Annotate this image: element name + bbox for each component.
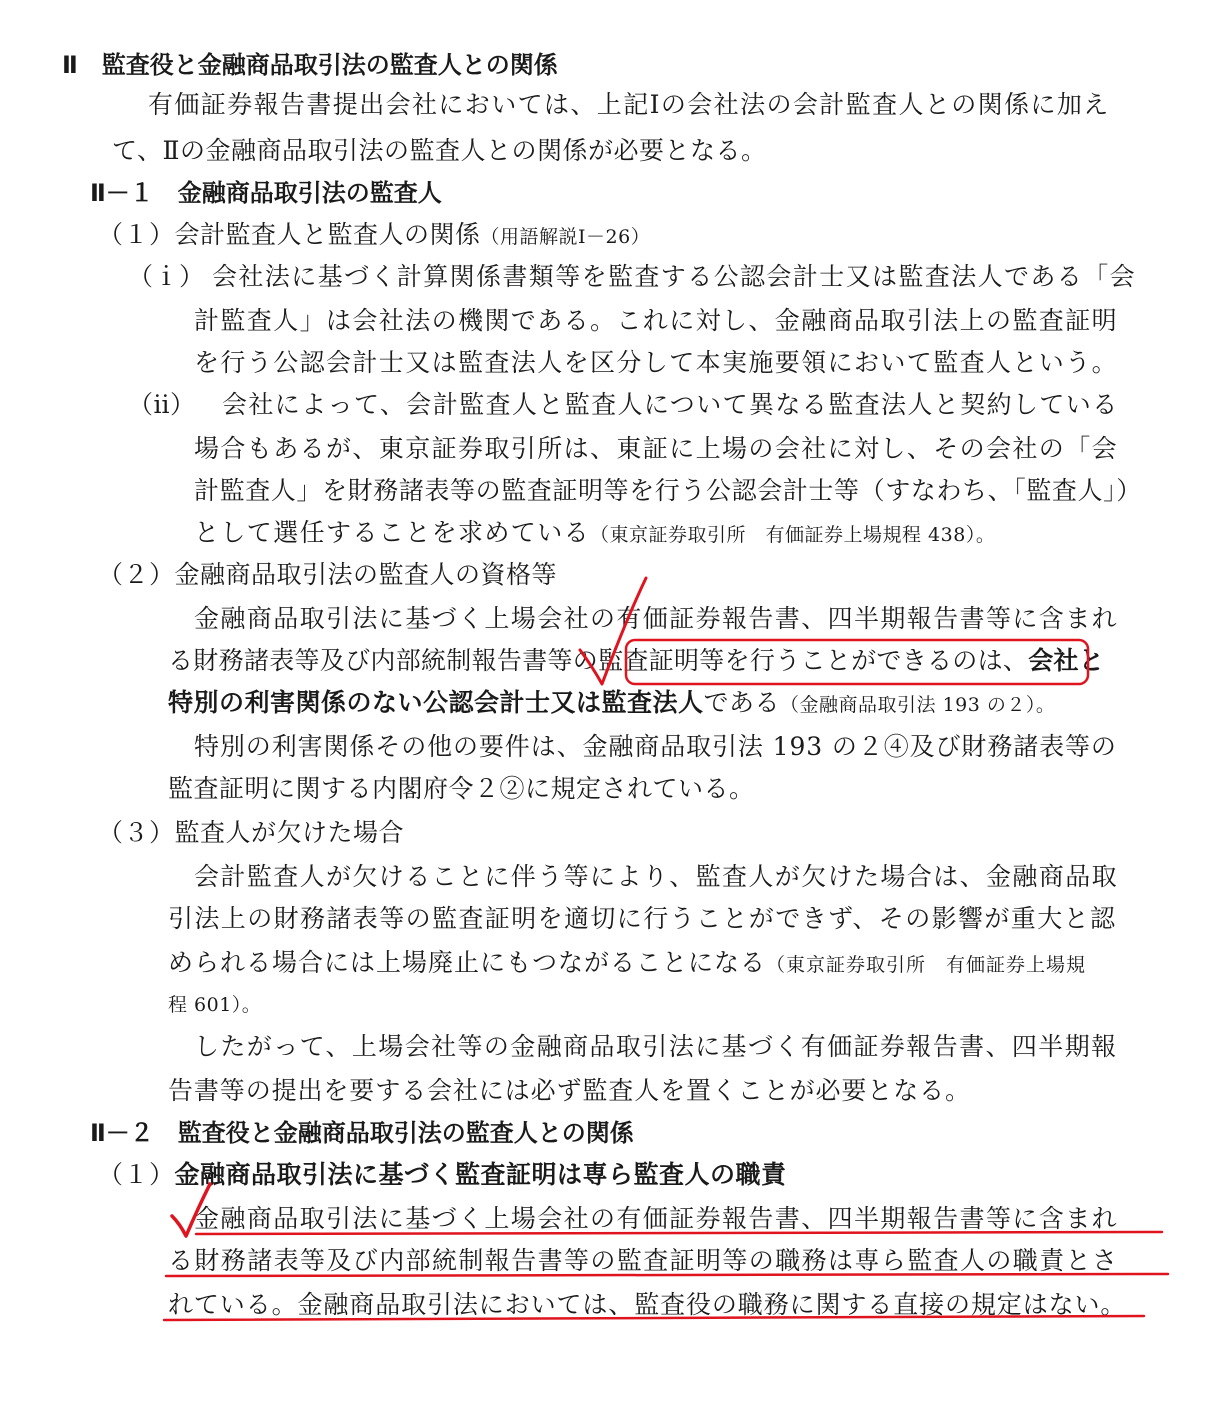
subsection-title-2: Ⅱ－２ 監査役と金融商品取引法の監査人との関係 bbox=[90, 1119, 634, 1147]
subsection-title-1: Ⅱ－１ 金融商品取引法の監査人 bbox=[90, 179, 442, 207]
para2-heading: （２）金融商品取引法の監査人の資格等 bbox=[98, 560, 558, 589]
para2-line-4: 特別の利害関係その他の要件は、金融商品取引法 193 の２④及び財務諸表等の bbox=[194, 732, 1117, 761]
item-ii-label: （ⅱ） bbox=[128, 390, 196, 419]
s2-para1-heading-text: 金融商品取引法に基づく監査証明は専ら監査人の職責 bbox=[174, 1160, 787, 1189]
para2-line-2: る財務諸表等及び内部統制報告書等の監査証明等を行うことができるのは、会社と bbox=[168, 646, 1105, 675]
para3-line-4: 程 601）。 bbox=[168, 994, 262, 1016]
para2-line-3: 特別の利害関係のない公認会計士又は監査法人である（金融商品取引法 193 の２）。 bbox=[168, 688, 1056, 717]
intro-line-1: 有価証券報告書提出会社においては、上記Ⅰの会社法の会計監査人との関係に加え bbox=[148, 90, 1110, 119]
para2-line-5: 監査証明に関する内閣府令２②に規定されている。 bbox=[168, 774, 755, 803]
item-i-line-2: 計監査人」は会社法の機関である。これに対し、金融商品取引法上の監査証明 bbox=[194, 306, 1119, 335]
item-ii-line-2: 場合もあるが、東京証券取引所は、東証に上場の会社に対し、その会社の「会 bbox=[194, 434, 1119, 463]
para3-line-5: したがって、上場会社等の金融商品取引法に基づく有価証券報告書、四半期報 bbox=[194, 1032, 1118, 1061]
para2-line-1: 金融商品取引法に基づく上場会社の有価証券報告書、四半期報告書等に含まれ bbox=[194, 604, 1119, 633]
para3-line-2: 引法上の財務諸表等の監査証明を適切に行うことができず、その影響が重大と認 bbox=[168, 904, 1117, 933]
bold-phrase-2: 特別の利害関係のない公認会計士又は監査法人 bbox=[168, 688, 704, 717]
item-i-label: （ｉ） bbox=[128, 262, 205, 291]
para3-heading: （３）監査人が欠けた場合 bbox=[98, 818, 405, 847]
s2-line-3: れている。金融商品取引法においては、監査役の職務に関する直接の規定はない。 bbox=[168, 1290, 1127, 1319]
boxed-phrase: 監査証明等を行うことができるのは、 bbox=[598, 646, 1029, 675]
item-i-line-1: 会社法に基づく計算関係書類等を監査する公認会計士又は監査法人である「会 bbox=[212, 262, 1137, 291]
item-i-line-3: を行う公認会計士又は監査法人を区分して本実施要領において監査人という。 bbox=[194, 348, 1119, 377]
section-title: Ⅱ 監査役と金融商品取引法の監査人との関係 bbox=[62, 51, 558, 79]
item-ii-line-4: として選任することを求めている（東京証券取引所 有価証券上場規程 438）。 bbox=[194, 518, 996, 547]
intro-line-2: て、Ⅱの金融商品取引法の監査人との関係が必要となる。 bbox=[112, 136, 767, 165]
para2-ref: （金融商品取引法 193 の２）。 bbox=[780, 694, 1056, 716]
item-ii-line-1: 会社によって、会計監査人と監査人について異なる監査法人と契約している bbox=[222, 390, 1119, 419]
item-ii-ref: （東京証券取引所 有価証券上場規程 438）。 bbox=[590, 524, 996, 546]
item-ii-line-3: 計監査人」を財務諸表等の監査証明等を行う公認会計士等（すなわち、「監査人」） bbox=[194, 476, 1142, 505]
s2-line-2: る財務諸表等及び内部統制報告書等の監査証明等の職務は専ら監査人の職責とさ bbox=[168, 1246, 1119, 1275]
para3-ref: （東京証券取引所 有価証券上場規 bbox=[766, 954, 1087, 976]
s2-para1-heading: （１）金融商品取引法に基づく監査証明は専ら監査人の職責 bbox=[98, 1160, 787, 1189]
s2-line-1: 金融商品取引法に基づく上場会社の有価証券報告書、四半期報告書等に含まれ bbox=[194, 1204, 1119, 1233]
bold-phrase-1: 会社と bbox=[1028, 646, 1105, 675]
para3-line-3: められる場合には上場廃止にもつながることになる（東京証券取引所 有価証券上場規 bbox=[168, 948, 1087, 977]
para3-line-6: 告書等の提出を要する会社には必ず監査人を置くことが必要となる。 bbox=[168, 1076, 971, 1105]
para1-heading: （１）会計監査人と監査人の関係（用語解説Ⅰ－26） bbox=[98, 220, 651, 249]
para1-ref: （用語解説Ⅰ－26） bbox=[480, 226, 651, 248]
para3-line-1: 会計監査人が欠けることに伴う等により、監査人が欠けた場合は、金融商品取 bbox=[194, 862, 1119, 891]
